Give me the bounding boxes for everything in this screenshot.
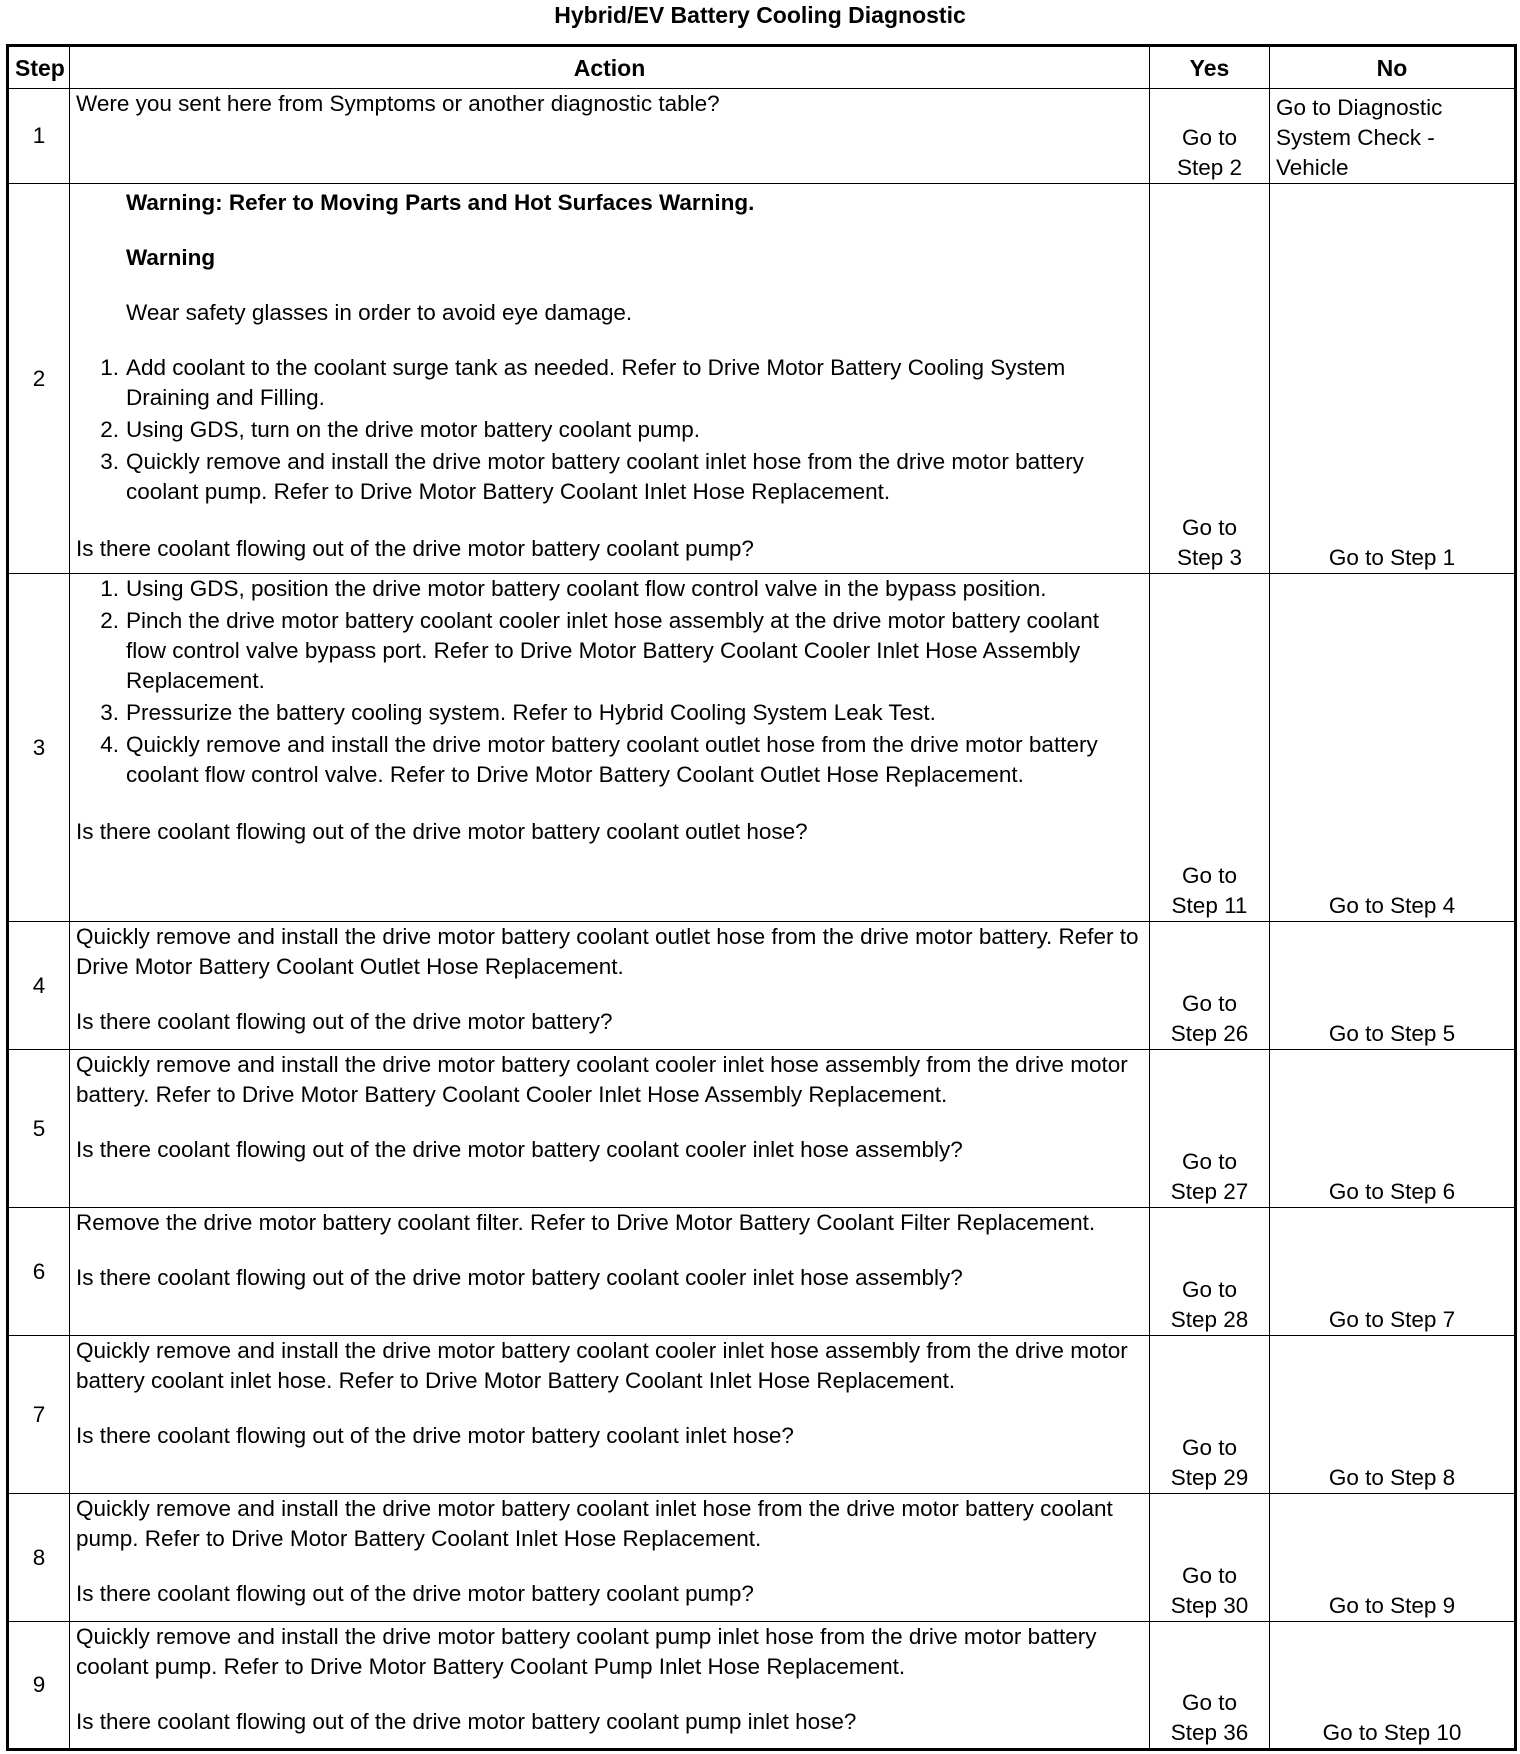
yes-cell <box>1150 1622 1270 1750</box>
yes-cell <box>1150 1336 1270 1494</box>
action-question: Is there coolant flowing out of the drive motor battery? <box>76 1009 613 1034</box>
yes-cell <box>1150 89 1270 184</box>
no-cell <box>1270 574 1516 922</box>
action-cell <box>70 1208 1150 1336</box>
no-step: Go to Step 7 <box>1328 1307 1456 1332</box>
no-step: Go to Step 1 <box>1328 545 1456 570</box>
yes-cell <box>1150 922 1270 1050</box>
no-step: Go to Step 4 <box>1328 893 1456 918</box>
list-item: 1. Add coolant to the coolant surge tank as needed. Refer to Drive Motor Battery Cooling System Draining and Filling. <box>100 355 1066 410</box>
step-number: 9 <box>8 1622 70 1750</box>
yes-cell <box>1150 574 1270 922</box>
diagnostic-table <box>6 44 1517 1751</box>
no-cell <box>1270 1494 1516 1622</box>
yes-step: Step 26 <box>1170 1021 1249 1046</box>
list-item: 2. Using GDS, turn on the drive motor battery coolant pump. <box>100 417 701 442</box>
action-question: Is there coolant flowing out of the drive motor battery coolant cooler inlet hose assembly? <box>76 1265 963 1290</box>
table-row <box>8 89 1516 184</box>
column-header-no: No <box>1270 46 1516 89</box>
list-item: 2. Pinch the drive motor battery coolant cooler inlet hose assembly at the drive motor battery coolant flow control valve bypass port. Refer to Drive Motor Battery Coolant Cooler Inlet Hose Assembly Replacement. <box>100 608 1099 693</box>
yes-label: Go to <box>1181 125 1238 150</box>
no-cell <box>1270 1050 1516 1208</box>
yes-cell <box>1150 1050 1270 1208</box>
step-number: 6 <box>8 1208 70 1336</box>
yes-label: Go to <box>1181 1690 1238 1715</box>
action-question: Were you sent here from Symptoms or another diagnostic table? <box>76 91 720 116</box>
action-question: Is there coolant flowing out of the drive motor battery coolant pump? <box>76 1581 754 1606</box>
warning-text: Wear safety glasses in order to avoid eye damage. <box>126 300 633 325</box>
step-number: 3 <box>8 574 70 922</box>
yes-label: Go to <box>1181 515 1238 540</box>
no-line: System Check - <box>1276 125 1435 150</box>
yes-label: Go to <box>1181 1435 1238 1460</box>
yes-step: Step 11 <box>1171 893 1248 918</box>
action-text: Quickly remove and install the drive motor battery coolant pump inlet hose from the drive motor battery coolant pump. Refer to Drive Motor Battery Coolant Pump Inlet Hose Replacement. <box>76 1624 1097 1679</box>
yes-step: Step 28 <box>1170 1307 1249 1332</box>
page-title: Hybrid/EV Battery Cooling Diagnostic <box>554 2 966 28</box>
yes-step: Step 29 <box>1170 1465 1249 1490</box>
step-number: 4 <box>8 922 70 1050</box>
yes-cell <box>1150 1208 1270 1336</box>
yes-label: Go to <box>1181 1277 1238 1302</box>
no-line: Go to Diagnostic <box>1276 95 1443 120</box>
action-list <box>76 574 1143 790</box>
table-row <box>8 1208 1516 1336</box>
no-step: Go to Step 9 <box>1328 1593 1456 1618</box>
list-item: 1. Using GDS, position the drive motor battery coolant flow control valve in the bypass position. <box>100 576 1047 601</box>
action-cell <box>70 184 1150 574</box>
no-cell <box>1270 1622 1516 1750</box>
list-item: 3. Quickly remove and install the drive motor battery coolant inlet hose from the drive motor battery coolant pump. Refer to Drive Motor Battery Coolant Inlet Hose Replacement. <box>100 449 1084 504</box>
action-text: Remove the drive motor battery coolant filter. Refer to Drive Motor Battery Coolant Filter Replacement. <box>76 1210 1096 1235</box>
table-row <box>8 574 1516 922</box>
no-line: Vehicle <box>1276 155 1349 180</box>
step-number: 8 <box>8 1494 70 1622</box>
action-cell <box>70 922 1150 1050</box>
yes-step: Step 30 <box>1170 1593 1249 1618</box>
table-header-row <box>8 46 1516 89</box>
yes-step: Step 36 <box>1170 1720 1249 1745</box>
yes-label: Go to <box>1181 863 1238 888</box>
no-cell <box>1270 89 1516 184</box>
yes-label: Go to <box>1181 1149 1238 1174</box>
action-text: Quickly remove and install the drive motor battery coolant inlet hose from the drive motor battery coolant pump. Refer to Drive Motor Battery Coolant Inlet Hose Replacement. <box>76 1496 1113 1551</box>
yes-cell <box>1150 1494 1270 1622</box>
action-text: Quickly remove and install the drive motor battery coolant cooler inlet hose assembly from the drive motor battery coolant inlet hose. Refer to Drive Motor Battery Coolant Inlet Hose Replacement. <box>76 1338 1128 1393</box>
table-row <box>8 1622 1516 1750</box>
table-row <box>8 1050 1516 1208</box>
action-question: Is there coolant flowing out of the drive motor battery coolant pump inlet hose? <box>76 1709 857 1734</box>
action-list <box>76 353 1143 507</box>
no-step: Go to Step 6 <box>1328 1179 1456 1204</box>
step-number: 2 <box>8 184 70 574</box>
action-cell <box>70 1494 1150 1622</box>
no-cell <box>1270 1336 1516 1494</box>
action-cell <box>70 89 1150 184</box>
action-question: Is there coolant flowing out of the drive motor battery coolant cooler inlet hose assembly? <box>76 1137 963 1162</box>
list-item: 3. Pressurize the battery cooling system. Refer to Hybrid Cooling System Leak Test. <box>100 700 936 725</box>
no-cell <box>1270 1208 1516 1336</box>
table-row <box>8 922 1516 1050</box>
yes-step: Step 27 <box>1170 1179 1249 1204</box>
step-number: 5 <box>8 1050 70 1208</box>
warning-label: Warning <box>126 245 216 270</box>
action-cell <box>70 1622 1150 1750</box>
column-header-action: Action <box>70 46 1150 89</box>
yes-label: Go to <box>1181 991 1238 1016</box>
no-step: Go to Step 8 <box>1328 1465 1456 1490</box>
yes-label: Go to <box>1181 1563 1238 1588</box>
action-question: Is there coolant flowing out of the drive motor battery coolant inlet hose? <box>76 1423 794 1448</box>
column-header-yes: Yes <box>1150 46 1270 89</box>
action-cell <box>70 1336 1150 1494</box>
yes-step: Step 2 <box>1176 155 1243 180</box>
table-row <box>8 1336 1516 1494</box>
action-question: Is there coolant flowing out of the drive motor battery coolant outlet hose? <box>76 819 808 844</box>
no-step: Go to Step 5 <box>1328 1021 1456 1046</box>
table-row <box>8 1494 1516 1622</box>
step-number: 1 <box>8 89 70 184</box>
table-row <box>8 184 1516 574</box>
no-step: Go to Step 10 <box>1322 1720 1462 1745</box>
yes-step: Step 3 <box>1176 545 1243 570</box>
action-text: Quickly remove and install the drive motor battery coolant cooler inlet hose assembly from the drive motor battery. Refer to Drive Motor Battery Coolant Cooler Inlet Hose Assembly Replacement. <box>76 1052 1128 1107</box>
action-question: Is there coolant flowing out of the drive motor battery coolant pump? <box>76 536 754 561</box>
step-number: 7 <box>8 1336 70 1494</box>
column-header-step: Step <box>8 46 70 89</box>
yes-cell <box>1150 184 1270 574</box>
no-cell <box>1270 922 1516 1050</box>
warning-heading: Warning: Refer to Moving Parts and Hot Surfaces Warning. <box>126 190 755 215</box>
action-cell <box>70 574 1150 922</box>
action-cell <box>70 1050 1150 1208</box>
action-text: Quickly remove and install the drive motor battery coolant outlet hose from the drive motor battery. Refer to Drive Motor Battery Coolant Outlet Hose Replacement. <box>76 924 1139 979</box>
no-cell <box>1270 184 1516 574</box>
list-item: 4. Quickly remove and install the drive motor battery coolant outlet hose from the drive motor battery coolant flow control valve. Refer to Drive Motor Battery Coolant Outlet Hose Replacement. <box>100 732 1098 787</box>
